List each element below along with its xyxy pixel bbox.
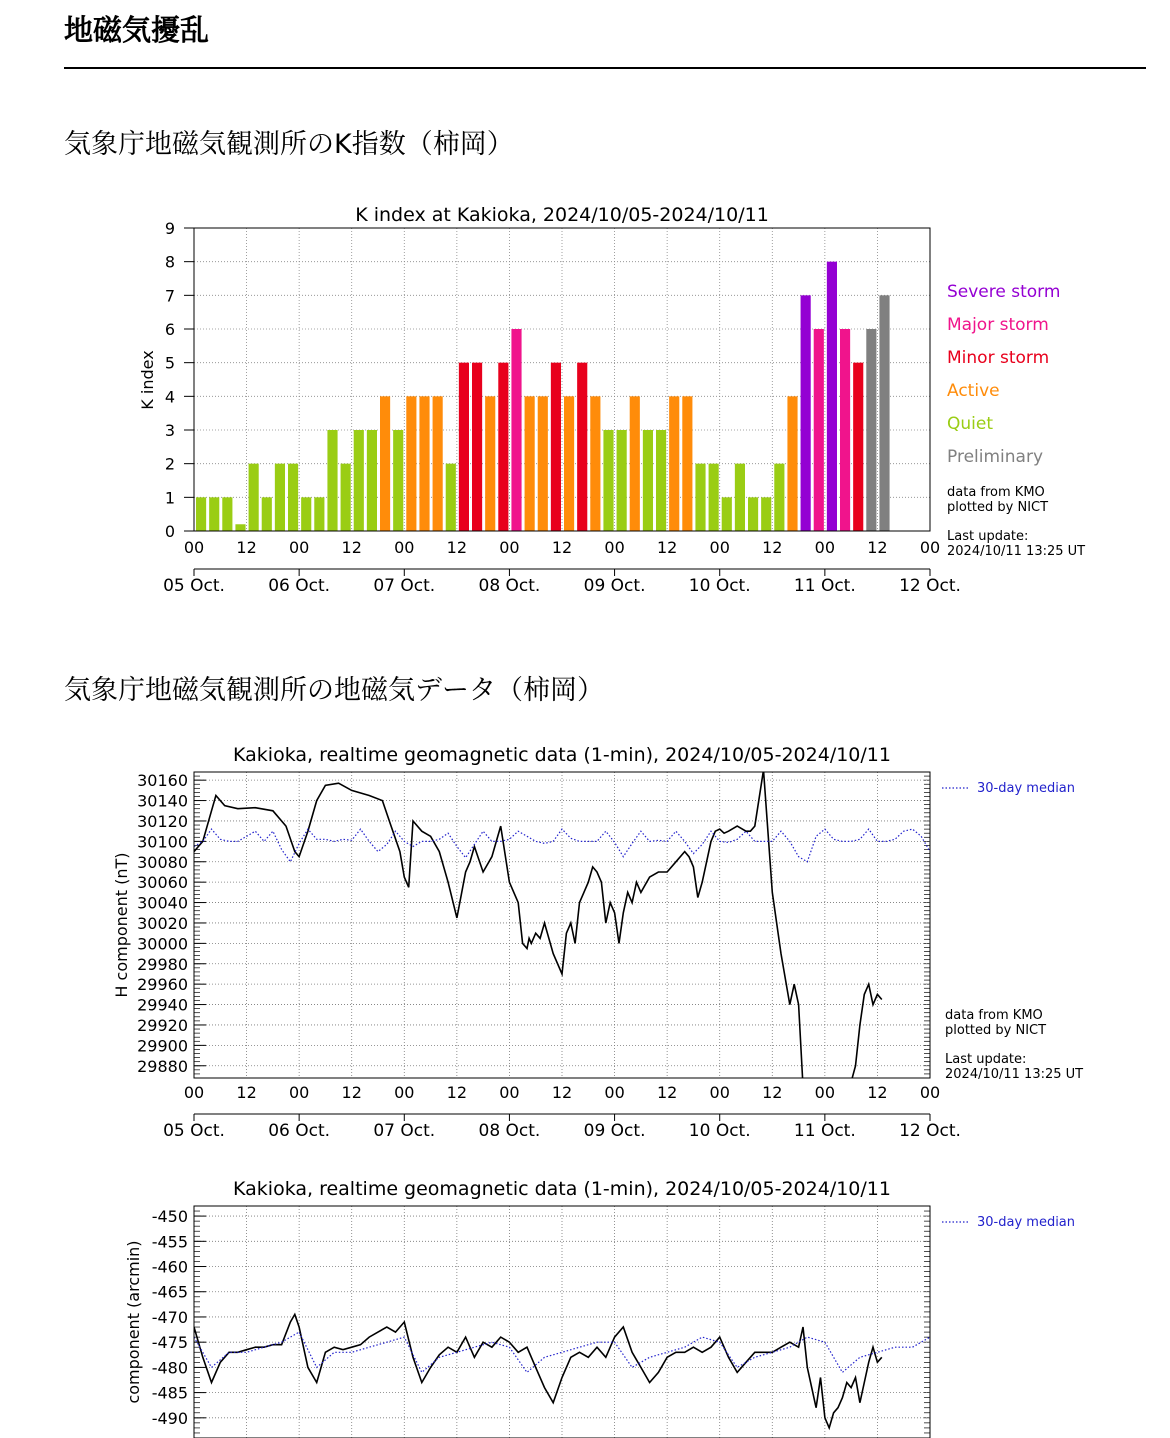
y-tick-label: -490 (151, 1408, 188, 1428)
y-tick-label: 30060 (137, 873, 188, 893)
day-label: 07 Oct. (373, 576, 436, 596)
y-tick-label: 30020 (137, 913, 188, 933)
k-bar (590, 396, 600, 531)
k-bar (367, 430, 377, 531)
x-hour-label: 00 (183, 538, 205, 557)
day-label: 10 Oct. (688, 576, 751, 596)
x-hour-label: 12 (867, 538, 888, 557)
x-hour-label: 00 (394, 1083, 415, 1102)
y-tick-label: 9 (164, 219, 175, 238)
k-bar (722, 497, 732, 531)
section-title-geomag-data: 気象庁地磁気観測所の地磁気データ（柿岡） (64, 675, 604, 706)
y-tick-label: -465 (151, 1282, 188, 1302)
k-bar (341, 464, 351, 531)
y-tick-label: -475 (151, 1333, 188, 1353)
k-bar (577, 363, 587, 531)
note-source: data from KMO (945, 1008, 1043, 1023)
x-hour-label: 12 (236, 1083, 257, 1102)
d-component-chart (0, 1170, 1170, 1438)
legend-quiet: Quiet (947, 414, 994, 434)
k-bar (630, 396, 640, 531)
x-hour-label: 00 (499, 1083, 520, 1102)
y-tick-label: 30000 (137, 934, 188, 954)
k-bar (538, 396, 548, 531)
k-bar (787, 396, 797, 531)
k-bar (735, 464, 745, 531)
day-label: 10 Oct. (688, 1121, 751, 1141)
k-bar (564, 396, 574, 531)
k-bar (459, 363, 469, 531)
x-hour-label: 12 (341, 1083, 362, 1102)
y-tick-label: 30100 (137, 832, 188, 852)
x-hour-label: 00 (709, 538, 730, 557)
day-label: 08 Oct. (478, 1121, 541, 1141)
y-tick-label: 29920 (137, 1015, 188, 1035)
y-tick-label: 29880 (137, 1056, 188, 1076)
y-tick-label: 3 (164, 421, 175, 440)
day-label: 06 Oct. (268, 576, 331, 596)
k-bar (472, 363, 482, 531)
k-bar (498, 363, 508, 531)
y-tick-label: 7 (164, 286, 175, 306)
day-label: 06 Oct. (268, 1121, 331, 1141)
day-label: 05 Oct. (163, 576, 225, 596)
y-tick-label: 6 (164, 320, 175, 339)
note-plotted: plotted by NICT (947, 500, 1049, 515)
day-label: 11 Oct. (793, 576, 856, 596)
x-hour-label: 00 (814, 538, 836, 557)
k-bar (288, 464, 298, 531)
x-hour-label: 00 (919, 538, 941, 557)
x-hour-label: 12 (656, 1083, 678, 1102)
legend-preliminary: Preliminary (947, 447, 1043, 467)
note-update-label: Last update: (947, 529, 1029, 544)
day-label: 09 Oct. (583, 576, 646, 596)
k-bar (354, 430, 364, 531)
title-divider (64, 67, 1146, 69)
y-tick-label: 8 (164, 252, 175, 272)
k-bar (419, 396, 429, 531)
y-tick-label: 29940 (137, 995, 188, 1015)
day-label: 07 Oct. (373, 1121, 436, 1141)
y-tick-label: -450 (151, 1207, 188, 1227)
k-bar (196, 497, 206, 531)
k-bar (406, 396, 416, 531)
k-bar (617, 430, 627, 531)
y-tick-label: 29960 (137, 975, 188, 995)
x-hour-label: 12 (762, 1083, 783, 1102)
k-bar (853, 363, 863, 531)
day-label: 08 Oct. (478, 576, 541, 596)
y-tick-label: 2 (164, 454, 175, 474)
k-bar (262, 497, 272, 531)
day-label: 12 Oct. (899, 1121, 961, 1141)
x-hour-label: 00 (604, 1083, 625, 1102)
data-line (194, 1314, 882, 1428)
note-plotted: plotted by NICT (945, 1023, 1047, 1038)
plot-frame (194, 1206, 930, 1438)
k-index-chart (0, 195, 1170, 610)
y-tick-label: 29900 (137, 1036, 188, 1056)
x-hour-label: 12 (762, 538, 783, 557)
x-hour-label: 00 (183, 1083, 205, 1102)
k-bar (275, 464, 285, 531)
legend-severe: Severe storm (947, 282, 1061, 302)
k-bar (433, 396, 443, 531)
chart-title: Kakioka, realtime geomagnetic data (1-min), 2024/10/05-2024/10/11 (233, 744, 891, 766)
legend-minor: Minor storm (947, 348, 1050, 368)
page-title: 地磁気擾乱 (64, 13, 210, 47)
x-hour-label: 00 (709, 1083, 730, 1102)
k-bar (511, 329, 521, 531)
k-bar (209, 497, 219, 531)
k-bar (695, 464, 705, 531)
chart-title: Kakioka, realtime geomagnetic data (1-min), 2024/10/05-2024/10/11 (233, 1178, 891, 1200)
k-bar (814, 329, 824, 531)
y-tick-label: 5 (164, 353, 175, 373)
y-tick-label: -485 (151, 1383, 188, 1403)
k-bar (682, 396, 692, 531)
x-hour-label: 00 (499, 538, 520, 557)
y-axis-label: component (arcmin) (124, 1240, 143, 1404)
y-tick-label: -455 (151, 1232, 188, 1252)
legend-active: Active (947, 381, 1000, 401)
y-tick-label: 30140 (137, 791, 188, 811)
k-bar (301, 497, 311, 531)
note-update-label: Last update: (945, 1052, 1027, 1067)
k-bar (879, 295, 889, 531)
y-tick-label: -460 (151, 1257, 188, 1277)
k-bar (327, 430, 337, 531)
h-component-chart (0, 740, 1170, 1150)
k-bar (761, 497, 771, 531)
k-bar (603, 430, 613, 531)
day-label: 09 Oct. (583, 1121, 646, 1141)
x-hour-label: 12 (551, 1083, 573, 1102)
legend-major: Major storm (947, 315, 1049, 335)
k-bar (656, 430, 666, 531)
k-bar (314, 497, 324, 531)
note-source: data from KMO (947, 485, 1045, 500)
x-hour-label: 00 (394, 538, 415, 557)
k-bar (380, 396, 390, 531)
data-line (194, 770, 882, 1086)
y-tick-label: 30120 (137, 811, 188, 831)
day-label: 05 Oct. (163, 1121, 225, 1141)
x-hour-label: 12 (551, 538, 573, 557)
k-bar (235, 524, 245, 531)
y-tick-label: 29980 (137, 954, 188, 974)
x-hour-label: 00 (288, 538, 310, 557)
k-bar (827, 262, 837, 531)
x-hour-label: 12 (446, 538, 468, 557)
k-bar (249, 464, 259, 531)
k-bar (748, 497, 758, 531)
y-tick-label: 4 (164, 387, 175, 407)
k-bar (774, 464, 784, 531)
note-update-time: 2024/10/11 13:25 UT (945, 1067, 1084, 1082)
x-hour-label: 00 (604, 538, 625, 557)
y-tick-label: 30160 (137, 771, 188, 791)
x-hour-label: 00 (919, 1083, 941, 1102)
x-hour-label: 12 (341, 538, 362, 557)
k-bar (801, 295, 811, 531)
x-hour-label: 12 (446, 1083, 468, 1102)
y-axis-label: K index (138, 350, 157, 410)
y-tick-label: 30040 (137, 893, 188, 913)
k-bar (525, 396, 535, 531)
y-axis-label: H component (nT) (112, 852, 131, 998)
k-bar (222, 497, 232, 531)
day-label: 11 Oct. (793, 1121, 856, 1141)
k-bar (485, 396, 495, 531)
x-hour-label: 00 (814, 1083, 836, 1102)
k-bar (446, 464, 456, 531)
k-bar (840, 329, 850, 531)
y-tick-label: 30080 (137, 852, 188, 872)
x-hour-label: 12 (656, 538, 678, 557)
day-label: 12 Oct. (899, 576, 961, 596)
k-bar (551, 363, 561, 531)
x-hour-label: 12 (236, 538, 257, 557)
x-hour-label: 00 (288, 1083, 310, 1102)
y-tick-label: 1 (164, 488, 175, 508)
section-title-k-index: 気象庁地磁気観測所のK指数（柿岡） (64, 129, 514, 160)
legend-median: 30-day median (977, 781, 1076, 796)
y-tick-label: 0 (164, 522, 175, 541)
chart-title: K index at Kakioka, 2024/10/05-2024/10/11 (355, 204, 769, 226)
k-bar (709, 464, 719, 531)
k-bar (669, 396, 679, 531)
k-bar (643, 430, 653, 531)
x-hour-label: 12 (867, 1083, 888, 1102)
y-tick-label: -480 (151, 1358, 188, 1378)
note-update-time: 2024/10/11 13:25 UT (947, 544, 1086, 559)
legend-median: 30-day median (977, 1215, 1076, 1230)
k-bar (866, 329, 876, 531)
k-bar (393, 430, 403, 531)
y-tick-label: -470 (151, 1307, 188, 1327)
